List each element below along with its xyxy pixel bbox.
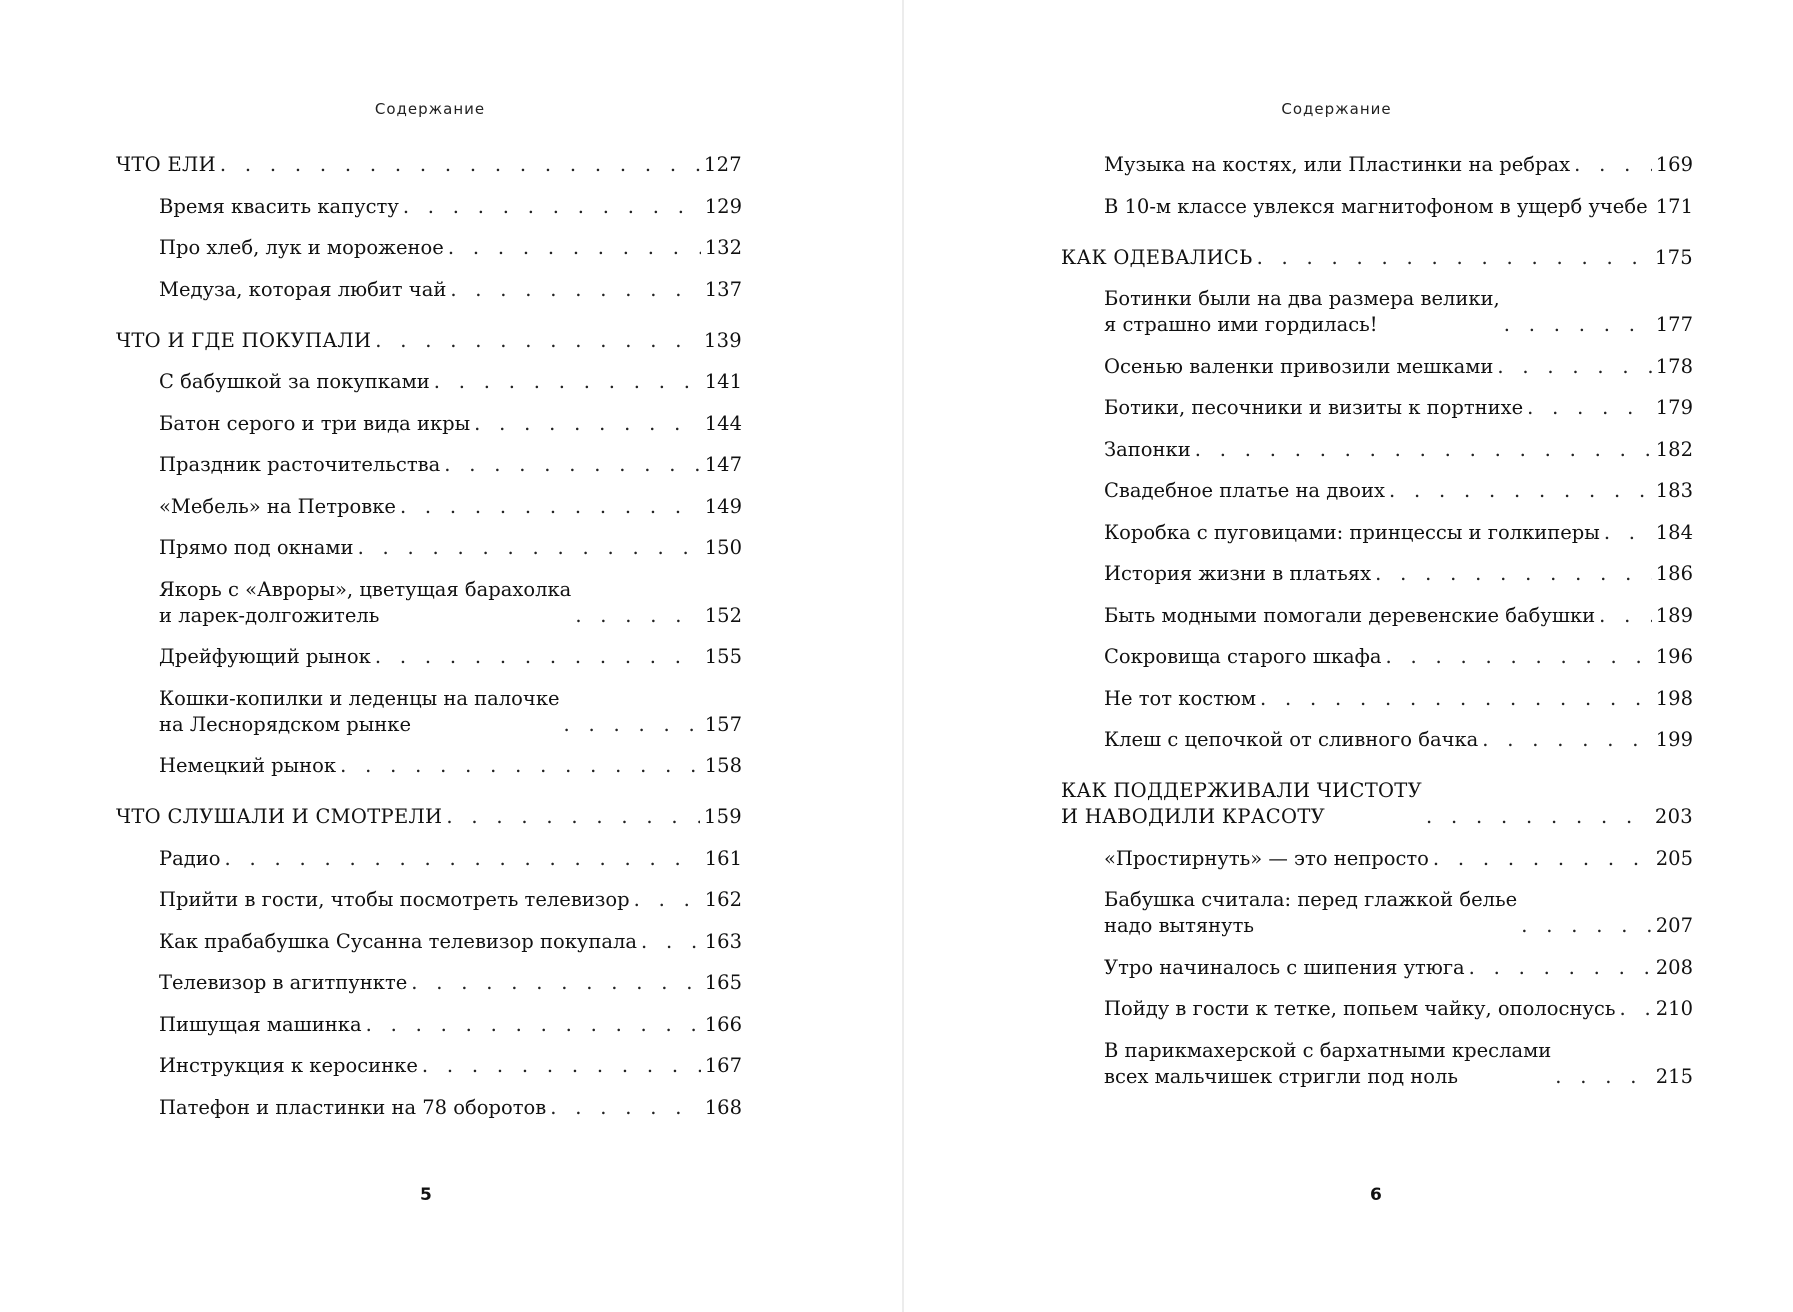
toc-entry[interactable] (116, 970, 742, 996)
page-number: 139 (703, 328, 742, 352)
entry-title: В парикмахерской с бархатными креслами всех мальчишек стригли под ноль (1104, 1038, 1552, 1088)
page-number: 165 (704, 971, 742, 994)
toc-entry[interactable] (1061, 846, 1693, 872)
toc-entry[interactable] (1061, 395, 1693, 421)
page-number: 169 (1655, 153, 1693, 176)
entry-title: Прямо под окнами (159, 536, 354, 559)
toc-entry[interactable] (1061, 286, 1693, 338)
page-number: 168 (704, 1095, 742, 1119)
toc-entry[interactable] (116, 235, 742, 261)
page-number: 167 (704, 1054, 742, 1077)
page-number: 127 (703, 153, 742, 176)
chapter-title: ЧТО И ГДЕ ПОКУПАЛИ (116, 328, 372, 352)
leader-dots (1386, 644, 1652, 670)
toc-entry[interactable] (1061, 194, 1693, 220)
toc-section (116, 152, 742, 303)
toc-entry[interactable] (1061, 1038, 1693, 1090)
page-number: 144 (704, 411, 742, 435)
leader-dots (1389, 478, 1652, 504)
leader-dots (403, 194, 701, 220)
page-number: 199 (1655, 728, 1693, 751)
page-number: 161 (704, 846, 742, 870)
page-number: 215 (1655, 1064, 1693, 1088)
leader-dots (1469, 955, 1652, 981)
page-number: 208 (1655, 955, 1693, 979)
leader-dots (375, 328, 700, 354)
entry-title: Кошки-копилки и леденцы на палочке на Леснорядском рынке (159, 686, 560, 736)
leader-dots (446, 804, 700, 830)
toc-section (116, 804, 742, 1121)
leader-dots (575, 603, 700, 629)
page-number: 183 (1655, 479, 1693, 502)
entry-title: Прийти в гости, чтобы посмотреть телевизор (159, 888, 630, 911)
toc-section (116, 328, 742, 780)
leader-dots (1504, 312, 1652, 338)
leader-dots (448, 235, 701, 261)
toc-section-continued (1061, 152, 1693, 220)
entry-title: Радио (159, 846, 221, 870)
toc-section (1061, 245, 1693, 754)
toc-entry[interactable] (1061, 520, 1693, 546)
entry-title: Как прабабушка Сусанна телевизор покупала (159, 929, 638, 953)
page-number: 178 (1655, 354, 1693, 378)
leader-dots (400, 494, 701, 520)
page-number: 189 (1655, 603, 1693, 627)
entry-title: Инструкция к керосинке (159, 1054, 418, 1077)
running-head: Содержание (374, 100, 486, 118)
toc-entry[interactable] (1061, 152, 1693, 178)
page-number: 129 (704, 194, 742, 218)
toc-entry[interactable] (116, 194, 742, 220)
entry-title: Время квасить капусту (159, 194, 399, 218)
entry-title: Сокровища старого шкафа (1104, 645, 1382, 668)
toc-entry[interactable] (116, 494, 742, 520)
page-number: 162 (704, 888, 742, 911)
entry-title: Бабушка считала: перед глажкой белье надо вытянуть (1104, 888, 1518, 937)
leader-dots (474, 411, 701, 437)
leader-dots (1574, 152, 1652, 178)
page-number: 132 (704, 236, 742, 259)
leader-dots (411, 970, 700, 996)
entry-title: С бабушкой за покупками (159, 370, 430, 393)
toc-chapter[interactable] (1061, 778, 1693, 830)
page-number: 177 (1655, 313, 1693, 336)
entry-title: Ботики, песочники и визиты к портнихе (1104, 396, 1524, 419)
entry-title: Запонки (1104, 437, 1191, 461)
leader-dots (1482, 727, 1651, 753)
page-number: 157 (704, 712, 742, 736)
entry-title: Немецкий рынок (159, 754, 337, 777)
page-number: 152 (704, 603, 742, 627)
page-number: 184 (1655, 520, 1693, 544)
entry-title: Свадебное платье на двоих (1104, 479, 1385, 502)
leader-dots (1426, 804, 1651, 830)
toc-entry[interactable] (116, 277, 742, 303)
entry-title: Быть модными помогали деревенские бабушки (1104, 603, 1596, 627)
leader-dots (1375, 561, 1652, 587)
table-of-contents (116, 152, 742, 1136)
entry-title: «Мебель» на Петровке (159, 494, 396, 518)
toc-entry[interactable] (1061, 437, 1693, 463)
leader-dots (1555, 1064, 1652, 1090)
page-number: 182 (1655, 437, 1693, 461)
leader-dots (1527, 395, 1652, 421)
page-number: 149 (704, 494, 742, 518)
leader-dots (1195, 437, 1652, 463)
toc-section (1061, 778, 1693, 1090)
leader-dots (225, 846, 701, 872)
leader-dots (375, 644, 701, 670)
leader-dots (1257, 245, 1651, 271)
toc-entry[interactable] (116, 753, 742, 779)
table-of-contents (1061, 152, 1693, 1105)
leader-dots (444, 452, 701, 478)
entry-title: Праздник расточительства (159, 453, 441, 476)
page-number: 141 (704, 370, 742, 393)
entry-title: Коробка с пуговицами: принцессы и голкиперы (1104, 520, 1600, 544)
page-number: 155 (704, 645, 742, 668)
entry-title: В 10-м классе увлекся магнитофоном в ущерб учебе (1104, 194, 1648, 218)
entry-title: «Простирнуть» — это непросто (1104, 846, 1429, 870)
page-number: 171 (1655, 194, 1693, 218)
entry-title: Батон серого и три вида икры (159, 411, 471, 435)
entry-title: История жизни в платьях (1104, 562, 1372, 585)
page-number: 163 (704, 929, 742, 953)
entry-title: Телевизор в агитпункте (159, 971, 408, 994)
chapter-title: ЧТО СЛУШАЛИ И СМОТРЕЛИ (116, 805, 443, 828)
page-number: 203 (1654, 805, 1693, 828)
entry-title: Пишущая машинка (159, 1012, 362, 1036)
entry-title: Дрейфующий рынок (159, 645, 371, 668)
chapter-title: КАК ОДЕВАЛИСЬ (1061, 245, 1253, 269)
toc-entry[interactable] (1061, 644, 1693, 670)
page-number: 198 (1655, 686, 1693, 710)
entry-title: Пойду в гости к тетке, попьем чайку, ополоснусь (1104, 997, 1616, 1020)
chapter-title: КАК ПОДДЕРЖИВАЛИ ЧИСТОТУ И НАВОДИЛИ КРАСОТУ (1061, 779, 1422, 828)
toc-entry[interactable] (1061, 955, 1693, 981)
toc-entry[interactable] (1061, 996, 1693, 1022)
page-number: 166 (704, 1012, 742, 1036)
page-folio: 5 (420, 1185, 432, 1205)
toc-entry[interactable] (1061, 603, 1693, 629)
entry-title: Не тот костюм (1104, 686, 1257, 710)
toc-entry[interactable] (1061, 887, 1693, 939)
toc-entry[interactable] (1061, 354, 1693, 380)
leader-dots (358, 535, 701, 561)
page-number: 147 (704, 453, 742, 476)
toc-entry[interactable] (1061, 561, 1693, 587)
toc-entry[interactable] (116, 369, 742, 395)
page-number: 186 (1655, 562, 1693, 585)
entry-title: Музыка на костях, или Пластинки на ребрах (1104, 153, 1571, 176)
leader-dots (634, 887, 701, 913)
leader-dots (1497, 354, 1651, 380)
page-number: 137 (704, 277, 742, 301)
leader-dots (1260, 686, 1652, 712)
page-number: 158 (704, 754, 742, 777)
leader-dots (220, 152, 700, 178)
page-number: 210 (1655, 997, 1693, 1020)
leader-dots (1604, 520, 1652, 546)
leader-dots (641, 929, 701, 955)
leader-dots (1433, 846, 1652, 872)
page-number: 159 (703, 805, 742, 828)
toc-entry[interactable] (1061, 686, 1693, 712)
page-number: 150 (704, 536, 742, 559)
toc-entry[interactable] (116, 887, 742, 913)
leader-dots (564, 712, 701, 738)
page-number: 196 (1655, 645, 1693, 668)
toc-entry[interactable] (116, 686, 742, 738)
leader-dots (450, 277, 700, 303)
toc-entry[interactable] (116, 846, 742, 872)
entry-title: Ботинки были на два размера велики, я страшно ими гордилась! (1104, 287, 1500, 336)
page-number: 179 (1655, 396, 1693, 419)
page-folio: 6 (1370, 1185, 1382, 1205)
entry-title: Патефон и пластинки на 78 оборотов (159, 1095, 547, 1119)
entry-title: Якорь с «Авроры», цветущая барахолка и ларек-долгожитель (159, 577, 572, 627)
entry-title: Медуза, которая любит чай (159, 277, 447, 301)
leader-dots (366, 1012, 701, 1038)
toc-entry[interactable] (1061, 478, 1693, 504)
entry-title: Про хлеб, лук и мороженое (159, 236, 444, 259)
entry-title: Осенью валенки привозили мешками (1104, 354, 1494, 378)
leader-dots (422, 1053, 701, 1079)
leader-dots (1619, 996, 1651, 1022)
leader-dots (434, 369, 701, 395)
toc-entry[interactable] (116, 411, 742, 437)
toc-entry[interactable] (1061, 727, 1693, 753)
page-number: 205 (1655, 846, 1693, 870)
toc-chapter[interactable] (116, 152, 742, 178)
page-number: 207 (1655, 914, 1693, 937)
toc-chapter[interactable] (116, 328, 742, 354)
entry-title: Утро начиналось с шипения утюга (1104, 955, 1465, 979)
chapter-title: ЧТО ЕЛИ (116, 153, 216, 176)
leader-dots (1599, 603, 1652, 629)
toc-entry[interactable] (116, 1012, 742, 1038)
toc-entry[interactable] (116, 929, 742, 955)
toc-entry[interactable] (116, 535, 742, 561)
toc-entry[interactable] (116, 577, 742, 629)
toc-chapter[interactable] (116, 804, 742, 830)
leader-dots (550, 1095, 701, 1121)
toc-entry[interactable] (116, 452, 742, 478)
page-number: 175 (1654, 245, 1693, 269)
toc-chapter[interactable] (1061, 245, 1693, 271)
entry-title: Клеш с цепочкой от сливного бачка (1104, 728, 1479, 751)
toc-entry[interactable] (116, 1053, 742, 1079)
right-page (904, 0, 1793, 1312)
toc-entry[interactable] (116, 644, 742, 670)
toc-entry[interactable] (116, 1095, 742, 1121)
running-head: Содержание (1281, 100, 1392, 118)
leader-dots (340, 753, 701, 779)
leader-dots (1521, 913, 1652, 939)
